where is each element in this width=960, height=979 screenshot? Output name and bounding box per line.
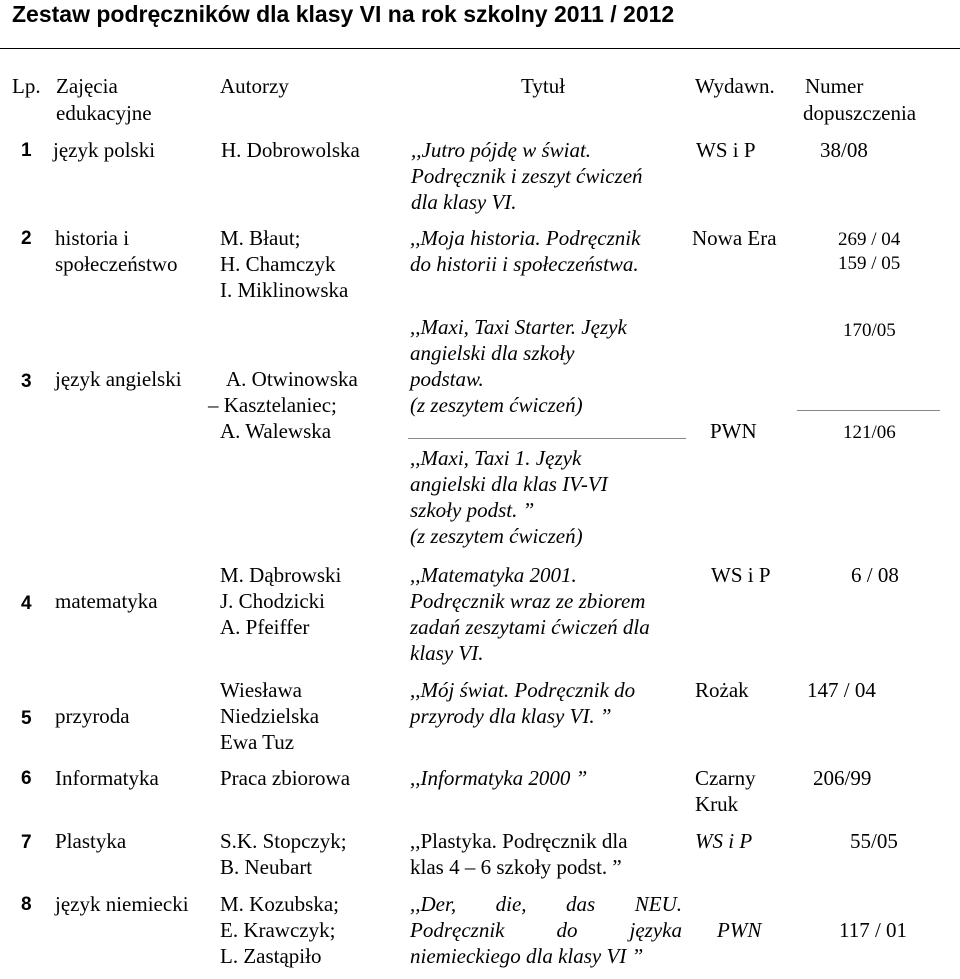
- header-number-line1: Numer: [805, 74, 864, 98]
- publisher-cell: Rożak: [695, 678, 749, 702]
- publisher-cell: Nowa Era: [692, 226, 777, 250]
- title-cell: ,,Moja historia. Podręcznik: [410, 226, 641, 250]
- publisher-cell: Czarny: [695, 766, 756, 790]
- title-cell: ,,Plastyka. Podręcznik dla: [410, 829, 628, 853]
- authors-cell: H. Dobrowolska: [221, 138, 360, 162]
- subject-cell: społeczeństwo: [55, 252, 178, 276]
- publisher-cell: WS i P: [696, 138, 756, 162]
- title-cell: zadań zeszytami ćwiczeń dla: [410, 615, 650, 639]
- title-rule: [0, 48, 960, 49]
- title-cell: klasy VI.: [410, 641, 484, 665]
- title-cell: przyrody dla klasy VI. ”: [410, 704, 612, 728]
- header-number-line2: dopuszczenia: [803, 101, 917, 125]
- cell-divider: [408, 438, 686, 439]
- title-cell: ,,Matematyka 2001.: [410, 563, 577, 587]
- authors-cell: A. Walewska: [220, 419, 332, 443]
- row-number: 4: [21, 593, 32, 614]
- authors-cell: M. Błaut;: [220, 226, 301, 250]
- title-cell: (z zeszytem ćwiczeń): [410, 524, 583, 548]
- number-cell: 159 / 05: [838, 253, 901, 274]
- header-publisher: Wydawn.: [695, 74, 775, 98]
- authors-cell: J. Chodzicki: [220, 589, 325, 613]
- publisher-cell: PWN: [717, 918, 762, 942]
- authors-cell: Niedzielska: [220, 704, 320, 728]
- header-subject-line2: edukacyjne: [56, 101, 152, 125]
- authors-cell: S.K. Stopczyk;: [220, 829, 347, 853]
- number-cell: 206/99: [813, 766, 872, 790]
- title-cell: podstaw.: [410, 367, 484, 391]
- row-number: 3: [21, 371, 32, 392]
- page-title: Zestaw podręczników dla klasy VI na rok szkolny 2011 / 2012: [12, 1, 675, 27]
- row-number: 5: [21, 708, 32, 729]
- authors-cell: Praca zbiorowa: [220, 766, 351, 790]
- header-lp: Lp.: [12, 74, 41, 98]
- title-cell: angielski dla klas IV-VI: [410, 472, 608, 496]
- header-authors: Autorzy: [220, 74, 289, 98]
- authors-cell: I. Miklinowska: [220, 278, 349, 302]
- subject-cell: przyroda: [55, 704, 130, 728]
- subject-cell: historia i: [55, 226, 130, 250]
- subject-cell: język angielski: [55, 367, 182, 391]
- title-cell: dla klasy VI.: [411, 190, 517, 214]
- row-number: 7: [21, 832, 32, 853]
- publisher-cell: Kruk: [695, 792, 739, 816]
- authors-cell: Ewa Tuz: [220, 730, 295, 754]
- title-cell: szkoły podst. ”: [410, 498, 535, 522]
- authors-cell: A. Otwinowska: [226, 367, 358, 391]
- title-cell: angielski dla szkoły: [410, 341, 575, 365]
- number-cell: 6 / 08: [851, 563, 899, 587]
- authors-cell: – Kasztelaniec;: [208, 393, 337, 417]
- title-cell: (z zeszytem ćwiczeń): [410, 393, 583, 417]
- row-number: 8: [21, 894, 32, 915]
- authors-cell: L. Zastąpiło: [220, 944, 322, 968]
- title-cell: ,,Informatyka 2000 ”: [410, 766, 588, 790]
- authors-cell: A. Pfeiffer: [220, 615, 310, 639]
- header-title: Tytuł: [521, 74, 566, 98]
- title-cell: klas 4 – 6 szkoły podst. ”: [410, 855, 622, 879]
- title-cell: Podręcznik do języka: [410, 918, 682, 942]
- title-cell: ,,Maxi, Taxi Starter. Język: [410, 315, 627, 339]
- header-subject-line1: Zajęcia: [56, 74, 118, 98]
- publisher-cell: PWN: [710, 419, 757, 443]
- authors-cell: H. Chamczyk: [220, 252, 336, 276]
- subject-cell: język niemiecki: [55, 892, 189, 916]
- title-cell: Podręcznik i zeszyt ćwiczeń: [411, 164, 643, 188]
- number-cell: 269 / 04: [838, 229, 901, 250]
- row-number: 1: [21, 140, 32, 161]
- cell-divider: [797, 410, 940, 411]
- publisher-cell: WS i P: [711, 563, 771, 587]
- title-cell: Podręcznik wraz ze zbiorem: [410, 589, 646, 613]
- authors-cell: M. Dąbrowski: [220, 563, 342, 587]
- row-number: 2: [21, 228, 32, 249]
- title-cell: ,,Jutro pójdę w świat.: [411, 138, 592, 162]
- row-number: 6: [21, 768, 32, 789]
- subject-cell: Informatyka: [55, 766, 159, 790]
- title-cell: ,,Mój świat. Podręcznik do: [410, 678, 636, 702]
- title-cell: ,,Der, die, das NEU.: [410, 892, 682, 916]
- number-cell: 117 / 01: [839, 918, 908, 942]
- publisher-cell: WS i P: [695, 829, 753, 853]
- number-cell: 170/05: [843, 320, 896, 341]
- number-cell: 121/06: [843, 422, 896, 443]
- authors-cell: M. Kozubska;: [220, 892, 339, 916]
- authors-cell: E. Krawczyk;: [220, 918, 336, 942]
- title-cell: do historii i społeczeństwa.: [410, 252, 639, 276]
- authors-cell: B. Neubart: [220, 855, 313, 879]
- number-cell: 55/05: [850, 829, 898, 853]
- title-cell: niemieckiego dla klasy VI ”: [410, 944, 644, 968]
- subject-cell: Plastyka: [55, 829, 127, 853]
- subject-cell: język polski: [53, 138, 156, 162]
- number-cell: 147 / 04: [807, 678, 876, 702]
- title-cell: ,,Maxi, Taxi 1. Język: [410, 446, 582, 470]
- number-cell: 38/08: [820, 138, 868, 162]
- subject-cell: matematyka: [55, 589, 158, 613]
- authors-cell: Wiesława: [220, 678, 302, 702]
